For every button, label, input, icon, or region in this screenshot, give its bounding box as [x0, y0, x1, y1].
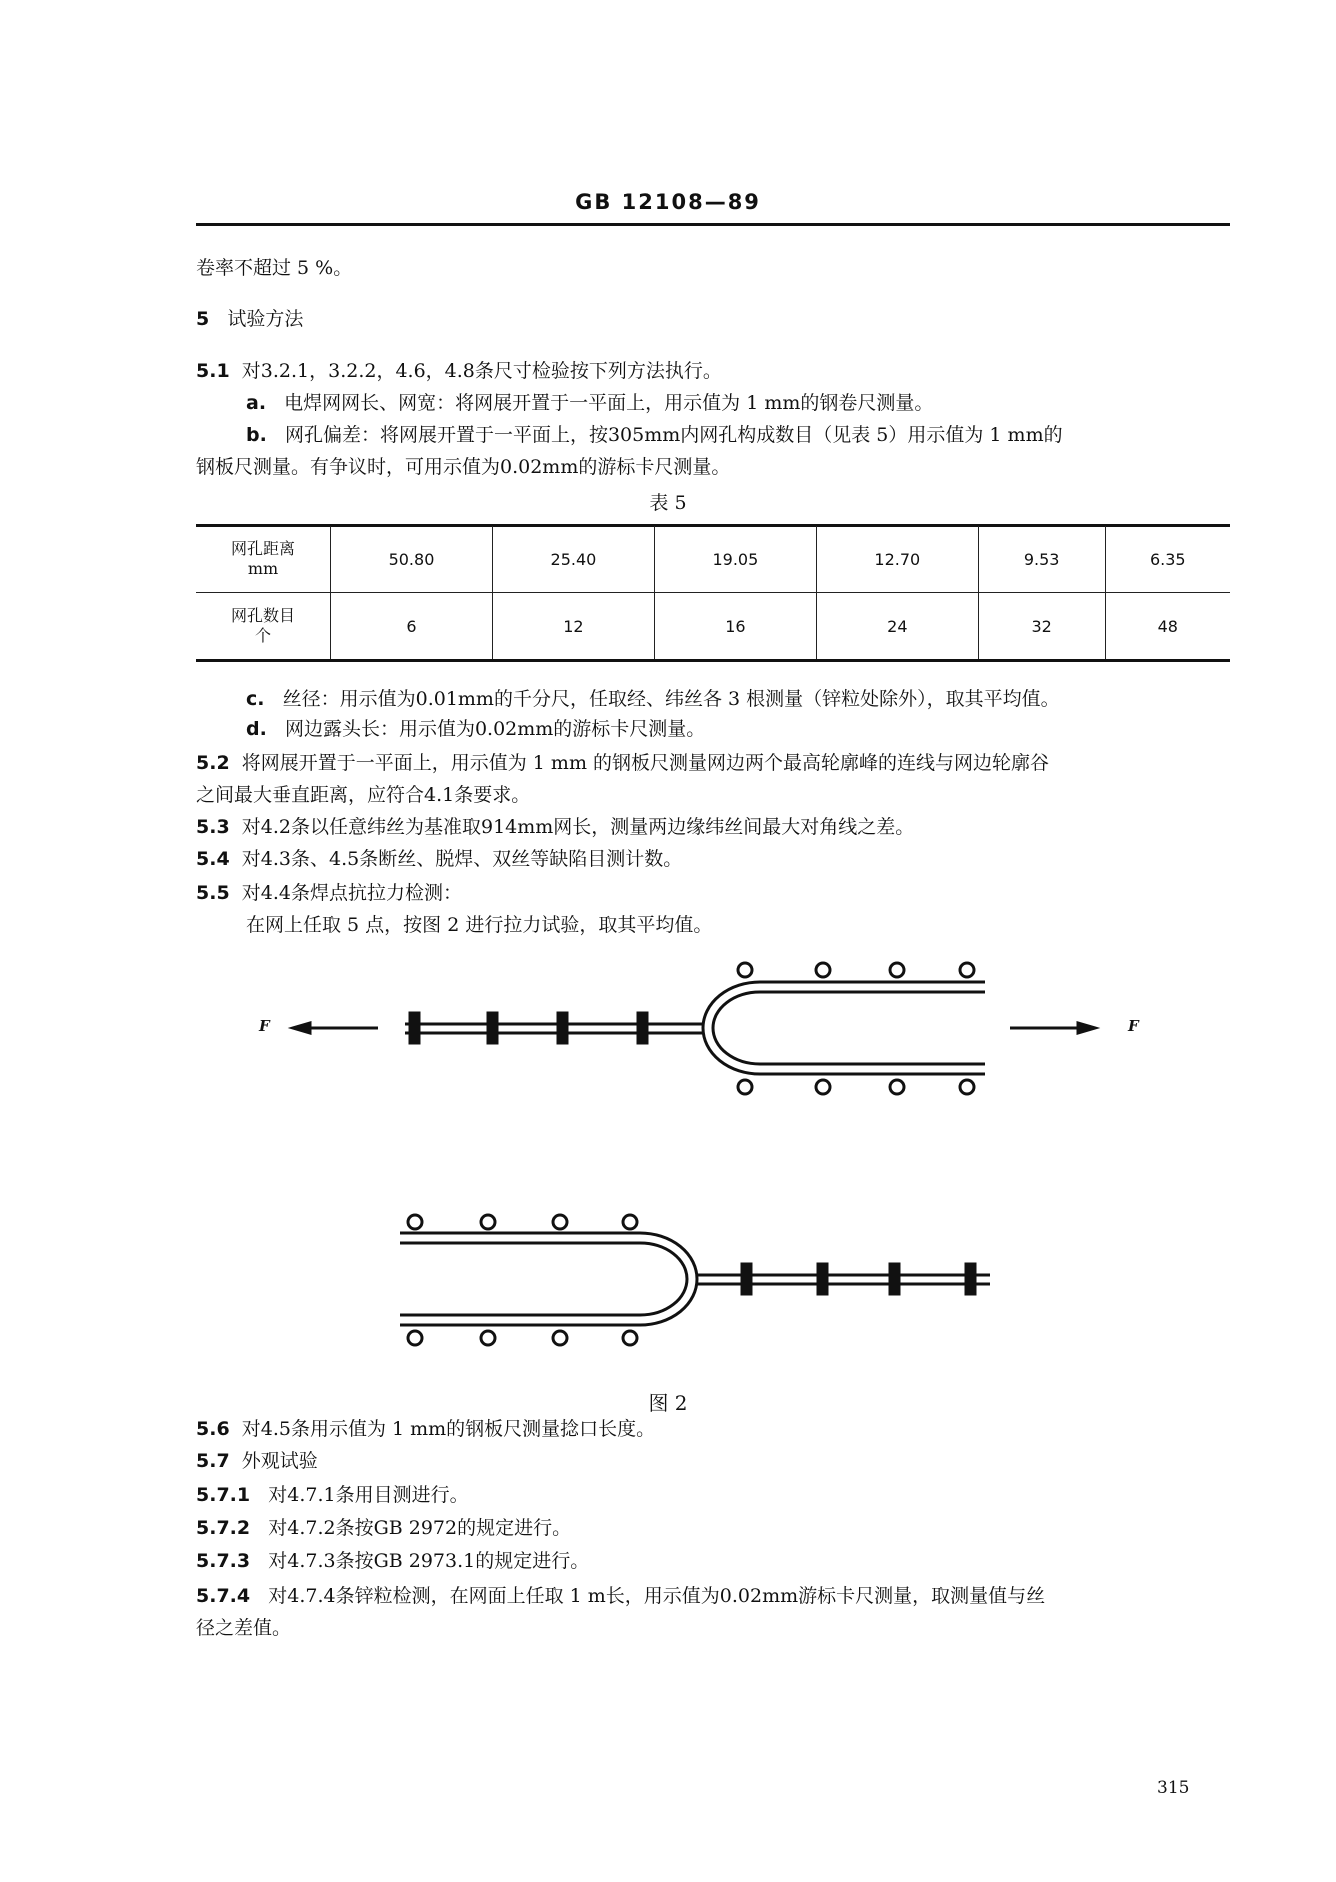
clause-5-7-4: [196, 1583, 1045, 1609]
clause-5-7-4-continued: 径之差值。: [196, 1617, 292, 1639]
item-label: c.: [246, 688, 265, 710]
text-line: 卷率不超过 5 %。: [196, 257, 353, 279]
table-title: 表 5: [649, 492, 687, 514]
clause-5-2: [196, 750, 1049, 776]
item-b: [246, 422, 1063, 448]
item-a: [246, 390, 933, 416]
clause-number: 5.7.2: [196, 1517, 251, 1539]
table-cell: 24: [816, 593, 978, 660]
clause-number: 5.7: [196, 1450, 230, 1472]
table-row: [196, 593, 1230, 660]
table-5: [196, 526, 1230, 659]
clause-5-7-1: [196, 1482, 469, 1508]
clause-number: 5.4: [196, 848, 230, 870]
clause-number: 5.2: [196, 752, 230, 774]
table-cell: 48: [1105, 593, 1230, 660]
item-text: 网孔偏差：将网展开置于一平面上，按305mm内网孔构成数目（见表 5）用示值为 1 mm的: [284, 424, 1063, 446]
clause-number: 5.7.4: [196, 1585, 251, 1607]
force-label-right: F: [1128, 1017, 1139, 1035]
lower-specimen: [400, 1215, 990, 1345]
clause-number: 5.3: [196, 816, 230, 838]
figure-caption: 图 2: [648, 1391, 688, 1415]
table-cell: 6: [331, 593, 493, 660]
clause-number: 5.7.3: [196, 1550, 251, 1572]
item-d: [246, 716, 705, 742]
clause-5-5: [196, 880, 462, 906]
clause-number: 5.6: [196, 1418, 230, 1440]
clause-text: 将网展开置于一平面上，用示值为 1 mm 的钢板尺测量网边两个最高轮廓峰的连线与网边轮廓谷: [241, 752, 1050, 774]
clause-number: 5.7.1: [196, 1484, 251, 1506]
force-label-left: F: [259, 1017, 270, 1035]
table-cell: 6.35: [1105, 526, 1230, 593]
clause-number: 5.5: [196, 882, 230, 904]
item-label: d.: [246, 718, 267, 740]
clause-text: 对3.2.1，3.2.2，4.6，4.8条尺寸检验按下列方法执行。: [241, 360, 722, 382]
item-text: 电焊网网长、网宽：将网展开置于一平面上，用示值为 1 mm的钢卷尺测量。: [284, 392, 934, 414]
clause-text: 外观试验: [241, 1450, 318, 1472]
clause-text: 对4.7.2条按GB 2972的规定进行。: [268, 1517, 572, 1539]
section-title: 试验方法: [227, 308, 304, 330]
item-text: 丝径：用示值为0.01mm的千分尺，任取经、纬丝各 3 根测量（锌粒处除外），取其平均值。: [282, 688, 1060, 710]
arrowhead-icon: [293, 1023, 310, 1033]
item-b-continued: 钢板尺测量。有争议时，可用示值为0.02mm的游标卡尺测量。: [196, 456, 731, 478]
table-bottom-rule: [196, 659, 1230, 662]
upper-specimen: [293, 963, 1095, 1094]
row-header-label: 网孔距离: [230, 539, 295, 558]
standard-header: GB 12108—89: [575, 190, 761, 214]
section-heading: [196, 306, 303, 332]
item-text: 网边露头长：用示值为0.02mm的游标卡尺测量。: [284, 718, 706, 740]
arrowhead-icon: [1078, 1023, 1095, 1033]
table-cell: 12.70: [816, 526, 978, 593]
clause-text: 对4.7.3条按GB 2973.1的规定进行。: [268, 1550, 590, 1572]
row-header-unit: mm: [247, 559, 279, 578]
clause-text: 对4.7.1条用目测进行。: [268, 1484, 469, 1506]
item-label: b.: [246, 424, 267, 446]
clause-5-4: [196, 846, 682, 872]
clause-text: 对4.7.4条锌粒检测，在网面上任取 1 m长，用示值为0.02mm游标卡尺测量，取测量值与丝: [268, 1585, 1046, 1607]
clause-text: 对4.4条焊点抗拉力检测：: [241, 882, 462, 904]
clause-5-1: [196, 358, 722, 384]
page-number: 315: [1157, 1778, 1190, 1798]
table-cell: 19.05: [654, 526, 816, 593]
clause-5-6: [196, 1416, 655, 1442]
clause-5-5-continued: 在网上任取 5 点，按图 2 进行拉力试验，取其平均值。: [246, 914, 713, 936]
table-cell: 32: [978, 593, 1105, 660]
table-row: [196, 526, 1230, 593]
header-rule: [196, 223, 1230, 226]
row-header-unit: 个: [254, 626, 271, 645]
item-label: a.: [246, 392, 267, 414]
table-cell: 25.40: [492, 526, 654, 593]
row-header: [196, 593, 331, 660]
clause-text: 对4.2条以任意纬丝为基准取914mm网长，测量两边缘纬丝间最大对角线之差。: [241, 816, 915, 838]
section-number: 5: [196, 308, 210, 330]
clause-text: 对4.5条用示值为 1 mm的钢板尺测量捻口长度。: [241, 1418, 656, 1440]
table-cell: 9.53: [978, 526, 1105, 593]
table-cell: 16: [654, 593, 816, 660]
row-header-label: 网孔数目: [230, 606, 295, 625]
clause-5-2-continued: 之间最大垂直距离，应符合4.1条要求。: [196, 784, 531, 806]
item-c: [246, 686, 1060, 712]
clause-number: 5.1: [196, 360, 230, 382]
row-header: [196, 526, 331, 593]
clause-5-7-3: [196, 1548, 589, 1574]
table-cell: 12: [492, 593, 654, 660]
clause-5-7-2: [196, 1515, 571, 1541]
clause-5-3: [196, 814, 914, 840]
clause-5-7: [196, 1448, 318, 1474]
clause-text: 对4.3条、4.5条断丝、脱焊、双丝等缺陷目测计数。: [241, 848, 683, 870]
table-cell: 50.80: [331, 526, 493, 593]
